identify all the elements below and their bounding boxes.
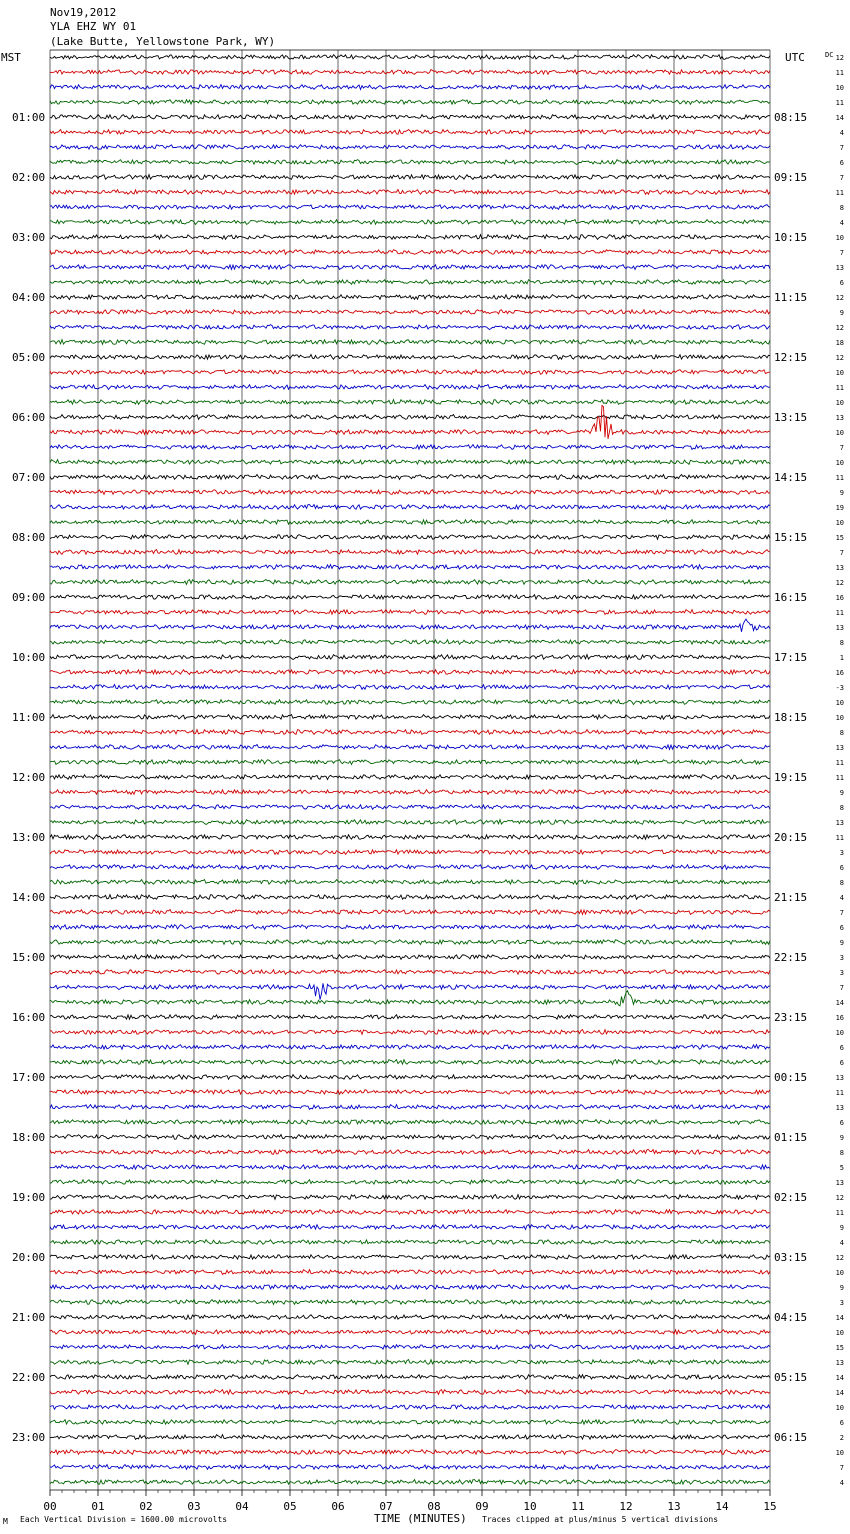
left-hour-label: 20:00 [12,1251,46,1264]
trace-row-94 [50,1465,770,1470]
right-hour-label: 22:15 [774,951,808,964]
trace-row-91 [50,1420,770,1425]
right-hour-label: 04:15 [774,1311,808,1324]
dc-offset-label: 4 [839,1239,844,1247]
dc-offset-label: 6 [839,924,844,932]
trace-row-24 [50,415,770,420]
trace-row-34 [50,565,770,570]
scale-note: Each Vertical Division = 1600.00 microvolts [20,1515,228,1524]
dc-offset-label: 4 [839,219,844,227]
dc-offset-label: 13 [835,624,844,632]
trace-row-43 [50,700,770,705]
trace-row-27 [50,460,770,465]
dc-offset-label: 6 [839,1044,844,1052]
trace-row-90 [50,1405,770,1410]
left-timezone-label: MST [1,51,21,64]
dc-offset-label: 11 [835,834,844,842]
trace-row-89 [50,1390,770,1395]
trace-row-0 [50,55,770,60]
trace-row-58 [50,925,770,930]
trace-row-37 [50,610,770,615]
left-hour-label: 21:00 [12,1311,46,1324]
trace-row-59 [50,940,770,945]
right-hour-label: 20:15 [774,831,808,844]
dc-offset-label: 7 [839,144,844,152]
trace-row-16 [50,295,770,300]
trace-row-82 [50,1285,770,1290]
trace-row-63 [50,991,770,1006]
dc-offset-label: 13 [835,1359,844,1367]
right-hour-label: 00:15 [774,1071,808,1084]
left-hour-label: 08:00 [12,531,46,544]
left-hour-label: 02:00 [12,171,46,184]
trace-row-28 [50,475,770,480]
dc-offset-label: 10 [835,519,844,527]
trace-row-11 [50,220,770,225]
x-axis [43,1490,776,1513]
trace-row-47 [50,760,770,765]
dc-offset-label: 11 [835,384,844,392]
x-tick-label: 02 [139,1500,153,1513]
dc-offset-label: 11 [835,759,844,767]
trace-row-76 [50,1195,770,1200]
right-hour-label: 08:15 [774,111,808,124]
trace-row-4 [50,115,770,120]
dc-offset-label: 9 [839,939,844,947]
dc-offset-label: 7 [839,1464,844,1472]
dc-offset-label: 10 [835,1269,844,1277]
right-hour-label: 06:15 [774,1431,808,1444]
right-hour-label: 11:15 [774,291,808,304]
dc-offset-label: 6 [839,864,844,872]
dc-offset-label: 6 [839,1419,844,1427]
dc-offset-label: 8 [839,729,844,737]
dc-offset-label: 12 [835,579,844,587]
trace-row-1 [50,70,770,75]
dc-offset-label: 6 [839,1059,844,1067]
right-hour-label: 03:15 [774,1251,808,1264]
right-hour-label: 10:15 [774,231,808,244]
left-hour-label: 03:00 [12,231,46,244]
dc-offset-label: 10 [835,1029,844,1037]
dc-offset-label: 7 [839,549,844,557]
dc-offset-label: 10 [835,84,844,92]
left-hour-label: 09:00 [12,591,46,604]
trace-row-39 [50,640,770,645]
right-hour-label: 23:15 [774,1011,808,1024]
dc-offset-label: 8 [839,204,844,212]
dc-offset-label: 3 [839,969,844,977]
dc-offset-label: 14 [835,1374,844,1382]
x-tick-label: 07 [379,1500,393,1513]
trace-row-32 [50,535,770,540]
left-hour-labels [12,111,45,1444]
x-tick-label: 13 [667,1500,681,1513]
right-hour-label: 12:15 [774,351,808,364]
dc-offset-label: 10 [835,369,844,377]
trace-row-51 [50,820,770,825]
dc-offset-label: 11 [835,1209,844,1217]
dc-offset-label: 14 [835,1389,844,1397]
trace-row-45 [50,730,770,735]
dc-offset-label: 12 [835,354,844,362]
trace-row-50 [50,805,770,810]
trace-row-55 [50,880,770,885]
left-hour-label: 22:00 [12,1371,46,1384]
trace-row-2 [50,85,770,90]
left-hour-label: 06:00 [12,411,46,424]
left-hour-label: 04:00 [12,291,46,304]
x-tick-label: 10 [523,1500,537,1513]
dc-offset-labels [836,54,844,1487]
dc-offset-label: 10 [835,399,844,407]
station-label: YLA EHZ WY 01 [50,20,137,33]
dc-offset-label: 9 [839,1284,844,1292]
right-hour-label: 01:15 [774,1131,808,1144]
trace-row-61 [50,970,770,975]
right-hour-label: 18:15 [774,711,808,724]
trace-row-40 [50,655,770,660]
trace-row-75 [50,1180,770,1185]
dc-offset-label: 18 [835,339,844,347]
right-hour-label: 16:15 [774,591,808,604]
dc-offset-label: 9 [839,789,844,797]
trace-row-5 [50,130,770,135]
dc-offset-label: 8 [839,639,844,647]
trace-row-7 [50,160,770,165]
dc-offset-label: 10 [835,1329,844,1337]
right-timezone-label: UTC [785,51,805,64]
dc-offset-label: 8 [839,804,844,812]
trace-row-31 [50,520,770,525]
trace-row-14 [50,265,770,270]
x-tick-label: 03 [187,1500,201,1513]
right-hour-label: 17:15 [774,651,808,664]
x-tick-label: 00 [43,1500,57,1513]
x-tick-label: 01 [91,1500,105,1513]
dc-offset-label: 7 [839,444,844,452]
left-hour-label: 13:00 [12,831,46,844]
trace-row-78 [50,1225,770,1230]
trace-row-17 [50,310,770,315]
right-hour-label: 19:15 [774,771,808,784]
trace-row-41 [50,670,770,675]
left-hour-label: 16:00 [12,1011,46,1024]
dc-offset-label: 13 [835,744,844,752]
dc-offset-label: 11 [835,189,844,197]
trace-row-21 [50,370,770,375]
left-hour-label: 07:00 [12,471,46,484]
left-hour-label: 19:00 [12,1191,46,1204]
left-hour-label: 12:00 [12,771,46,784]
dc-offset-label: 7 [839,909,844,917]
dc-offset-label: 13 [835,1074,844,1082]
dc-offset-label: 19 [835,504,844,512]
dc-offset-label: 11 [835,609,844,617]
clip-note: Traces clipped at plus/minus 5 vertical divisions [482,1515,719,1524]
right-hour-label: 14:15 [774,471,808,484]
dc-column-header: DC [825,51,834,59]
dc-offset-label: 12 [835,294,844,302]
trace-row-18 [50,325,770,330]
right-hour-label: 02:15 [774,1191,808,1204]
dc-offset-label: -3 [835,684,844,692]
trace-row-46 [50,745,770,750]
trace-row-36 [50,595,770,600]
x-tick-label: 12 [619,1500,633,1513]
right-hour-label: 15:15 [774,531,808,544]
dc-offset-label: 3 [839,849,844,857]
trace-row-67 [50,1060,770,1065]
trace-row-44 [50,715,770,720]
dc-offset-label: 13 [835,819,844,827]
left-hour-label: 05:00 [12,351,46,364]
trace-row-29 [50,490,770,495]
dc-offset-label: 13 [835,414,844,422]
trace-row-10 [50,205,770,210]
dc-offset-label: 9 [839,489,844,497]
trace-row-70 [50,1105,770,1110]
trace-row-88 [50,1375,770,1380]
dc-offset-label: 7 [839,984,844,992]
dc-offset-label: 6 [839,159,844,167]
dc-offset-label: 13 [835,1179,844,1187]
dc-offset-label: 9 [839,1134,844,1142]
dc-offset-label: 12 [835,1194,844,1202]
x-tick-label: 08 [427,1500,441,1513]
trace-row-35 [50,580,770,585]
dc-offset-label: 1 [839,654,844,662]
trace-row-26 [50,445,770,450]
dc-offset-label: 16 [835,594,844,602]
x-tick-label: 11 [571,1500,585,1513]
trace-row-83 [50,1300,770,1305]
dc-offset-label: 4 [839,129,844,137]
dc-offset-label: 10 [835,459,844,467]
x-axis-title: TIME (MINUTES) [374,1512,467,1525]
trace-row-22 [50,385,770,390]
dc-offset-label: 8 [839,1149,844,1157]
dc-offset-label: 12 [835,54,844,62]
trace-row-73 [50,1150,770,1155]
trace-row-6 [50,145,770,150]
trace-row-72 [50,1135,770,1140]
dc-offset-label: 10 [835,714,844,722]
dc-offset-label: 16 [835,669,844,677]
dc-offset-label: 16 [835,1014,844,1022]
dc-offset-label: 11 [835,474,844,482]
trace-row-54 [50,865,770,870]
trace-row-3 [50,100,770,105]
trace-group [50,55,770,1485]
dc-offset-label: 13 [835,1104,844,1112]
trace-row-65 [50,1030,770,1035]
corner-mark: M [3,1517,8,1526]
right-hour-label: 13:15 [774,411,808,424]
trace-row-52 [50,835,770,840]
right-hour-labels [774,111,807,1444]
dc-offset-label: 3 [839,1299,844,1307]
trace-row-38 [50,619,770,632]
dc-offset-label: 5 [839,1164,844,1172]
left-hour-label: 14:00 [12,891,46,904]
trace-row-49 [50,790,770,795]
trace-row-9 [50,190,770,195]
dc-offset-label: 13 [835,564,844,572]
trace-row-81 [50,1270,770,1275]
dc-offset-label: 13 [835,264,844,272]
dc-offset-label: 14 [835,1314,844,1322]
trace-row-12 [50,235,770,240]
dc-offset-label: 11 [835,1089,844,1097]
right-hour-label: 05:15 [774,1371,808,1384]
trace-row-74 [50,1165,770,1170]
dc-offset-label: 11 [835,69,844,77]
trace-row-48 [50,775,770,780]
trace-row-84 [50,1315,770,1320]
dc-offset-label: 12 [835,1254,844,1262]
trace-row-60 [50,955,770,960]
dc-offset-label: 10 [835,429,844,437]
dc-offset-label: 8 [839,879,844,887]
dc-offset-label: 10 [835,1404,844,1412]
trace-row-20 [50,355,770,360]
trace-row-15 [50,280,770,285]
dc-offset-label: 4 [839,1479,844,1487]
dc-offset-label: 3 [839,954,844,962]
x-tick-label: 14 [715,1500,729,1513]
dc-offset-label: 7 [839,249,844,257]
trace-row-42 [50,685,770,690]
left-hour-label: 11:00 [12,711,46,724]
trace-row-64 [50,1015,770,1020]
dc-offset-label: 12 [835,324,844,332]
trace-row-92 [50,1435,770,1440]
dc-offset-label: 2 [839,1434,844,1442]
trace-row-13 [50,250,770,255]
left-hour-label: 10:00 [12,651,46,664]
dc-offset-label: 9 [839,1224,844,1232]
trace-row-62 [50,983,770,999]
dc-offset-label: 10 [835,1449,844,1457]
dc-offset-label: 7 [839,174,844,182]
trace-row-30 [50,505,770,510]
dc-offset-label: 11 [835,99,844,107]
x-tick-label: 09 [475,1500,489,1513]
date-label: Nov19,2012 [50,6,117,19]
location-label: (Lake Butte, Yellowstone Park, WY) [50,35,276,48]
x-tick-label: 06 [331,1500,345,1513]
dc-offset-label: 11 [835,774,844,782]
dc-offset-label: 15 [835,1344,844,1352]
trace-row-69 [50,1090,770,1095]
trace-row-71 [50,1120,770,1125]
trace-row-87 [50,1360,770,1365]
left-hour-label: 01:00 [12,111,46,124]
dc-offset-label: 10 [835,234,844,242]
dc-offset-label: 15 [835,534,844,542]
trace-row-85 [50,1330,770,1335]
trace-row-23 [50,400,770,405]
left-hour-label: 18:00 [12,1131,46,1144]
trace-row-93 [50,1450,770,1455]
left-hour-label: 15:00 [12,951,46,964]
trace-row-25 [50,406,770,439]
dc-offset-label: 6 [839,279,844,287]
trace-row-53 [50,850,770,855]
dc-offset-label: 4 [839,894,844,902]
trace-row-68 [50,1075,770,1080]
trace-row-86 [50,1345,770,1350]
dc-offset-label: 9 [839,309,844,317]
right-hour-label: 21:15 [774,891,808,904]
trace-row-77 [50,1210,770,1215]
trace-row-56 [50,895,770,900]
left-hour-label: 17:00 [12,1071,46,1084]
trace-row-79 [50,1240,770,1245]
x-tick-label: 04 [235,1500,249,1513]
trace-row-19 [50,340,770,345]
left-hour-label: 23:00 [12,1431,46,1444]
trace-row-8 [50,175,770,180]
dc-offset-label: 14 [835,999,844,1007]
trace-row-33 [50,550,770,555]
trace-row-57 [50,910,770,915]
x-tick-label: 15 [763,1500,777,1513]
right-hour-label: 09:15 [774,171,808,184]
trace-row-66 [50,1045,770,1050]
dc-offset-label: 10 [835,699,844,707]
x-tick-label: 05 [283,1500,297,1513]
dc-offset-label: 6 [839,1119,844,1127]
trace-row-95 [50,1480,770,1485]
dc-offset-label: 14 [835,114,844,122]
trace-row-80 [50,1255,770,1260]
